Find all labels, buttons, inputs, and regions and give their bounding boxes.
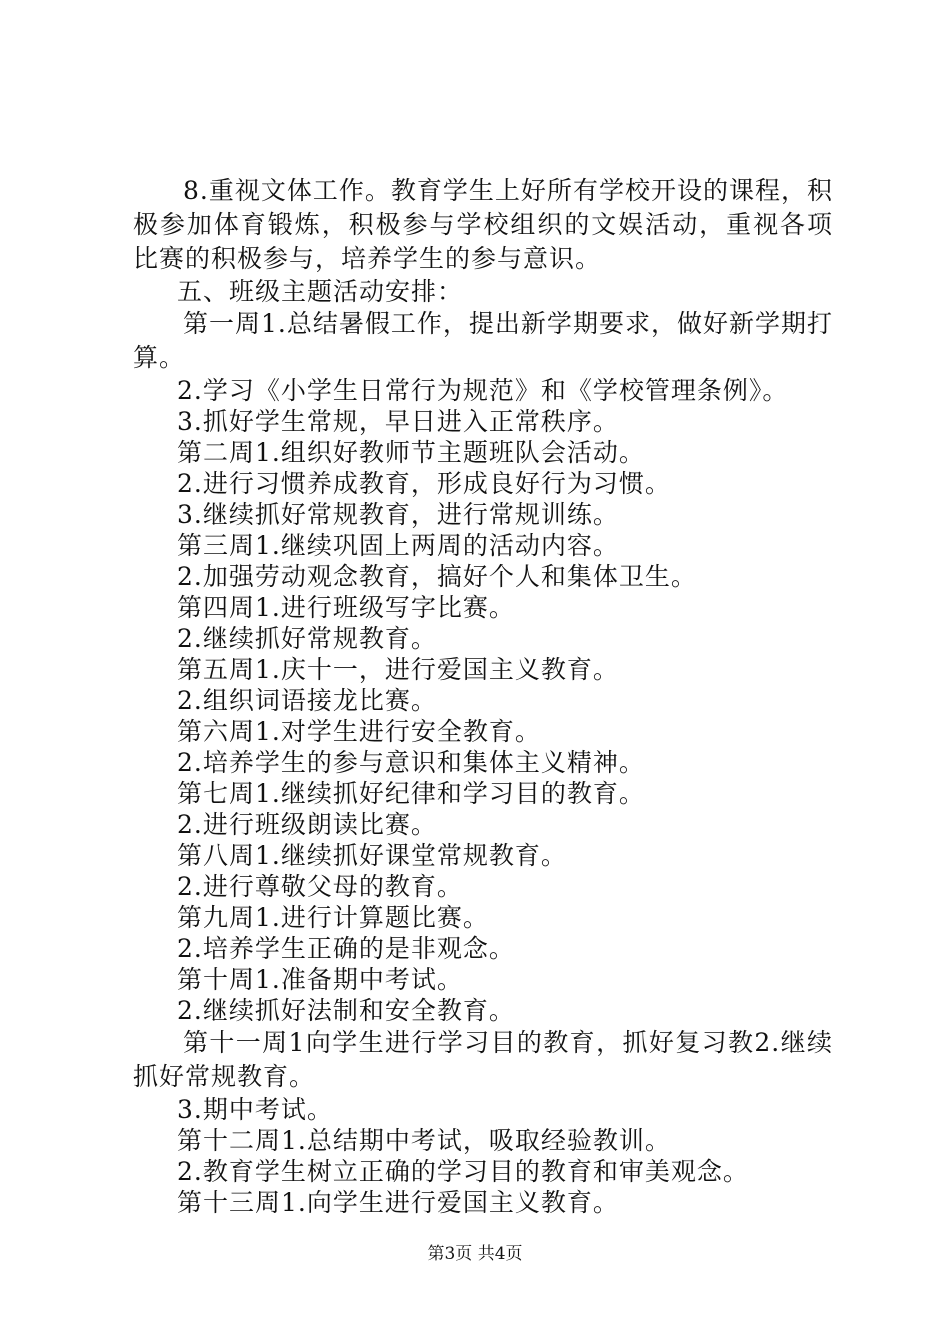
list-item: 2.进行尊敬父母的教育。	[177, 872, 463, 901]
list-item: 第十周1.准备期中考试。	[177, 965, 463, 994]
list-item: 第七周1.继续抓好纪律和学习目的教育。	[177, 779, 645, 808]
list-item: 第五周1.庆十一，进行爱国主义教育。	[177, 655, 619, 684]
list-item: 2.培养学生的参与意识和集体主义精神。	[177, 748, 645, 777]
list-item: 第三周1.继续巩固上两周的活动内容。	[177, 531, 619, 560]
week-11-item: 第十一周1向学生进行学习目的教育，抓好复习教2.继续抓好常规教育。	[133, 1028, 833, 1091]
week-items-list-b	[133, 1094, 833, 1218]
page-number-label: 第3页 共4页	[427, 1244, 523, 1264]
document-body	[133, 174, 833, 1218]
list-item: 第十二周1.总结期中考试，吸取经验教训。	[177, 1126, 671, 1155]
week-1-item: 第一周1.总结暑假工作，提出新学期要求，做好新学期打算。	[133, 309, 833, 372]
list-item: 第四周1.进行班级写字比赛。	[177, 593, 515, 622]
list-item: 第十三周1.向学生进行爱国主义教育。	[177, 1188, 619, 1217]
week-items-list-a	[133, 375, 833, 1026]
list-item: 第八周1.继续抓好课堂常规教育。	[177, 841, 567, 870]
list-item: 3.抓好学生常规，早日进入正常秩序。	[177, 407, 619, 436]
list-item: 2.组织词语接龙比赛。	[177, 686, 437, 715]
list-item: 第九周1.进行计算题比赛。	[177, 903, 489, 932]
list-item: 第六周1.对学生进行安全教育。	[177, 717, 541, 746]
paragraph-sports-culture: 8.重视文体工作。教育学生上好所有学校开设的课程，积极参加体育锻炼，积极参与学校组织的文娱活动，重视各项比赛的积极参与，培养学生的参与意识。	[133, 176, 833, 273]
section-heading: 五、班级主题活动安排：	[177, 277, 464, 306]
list-item: 3.期中考试。	[177, 1095, 333, 1124]
list-item: 2.继续抓好常规教育。	[177, 624, 437, 653]
list-item: 3.继续抓好常规教育，进行常规训练。	[177, 500, 619, 529]
list-item: 2.培养学生正确的是非观念。	[177, 934, 515, 963]
list-item: 第二周1.组织好教师节主题班队会活动。	[177, 438, 645, 467]
list-item: 2.加强劳动观念教育，搞好个人和集体卫生。	[177, 562, 697, 591]
page-footer	[0, 1243, 950, 1265]
list-item: 2.进行班级朗读比赛。	[177, 810, 437, 839]
list-item: 2.继续抓好法制和安全教育。	[177, 996, 515, 1025]
list-item: 2.学习《小学生日常行为规范》和《学校管理条例》。	[177, 376, 789, 405]
list-item: 2.进行习惯养成教育，形成良好行为习惯。	[177, 469, 671, 498]
list-item: 2.教育学生树立正确的学习目的教育和审美观念。	[177, 1157, 749, 1186]
